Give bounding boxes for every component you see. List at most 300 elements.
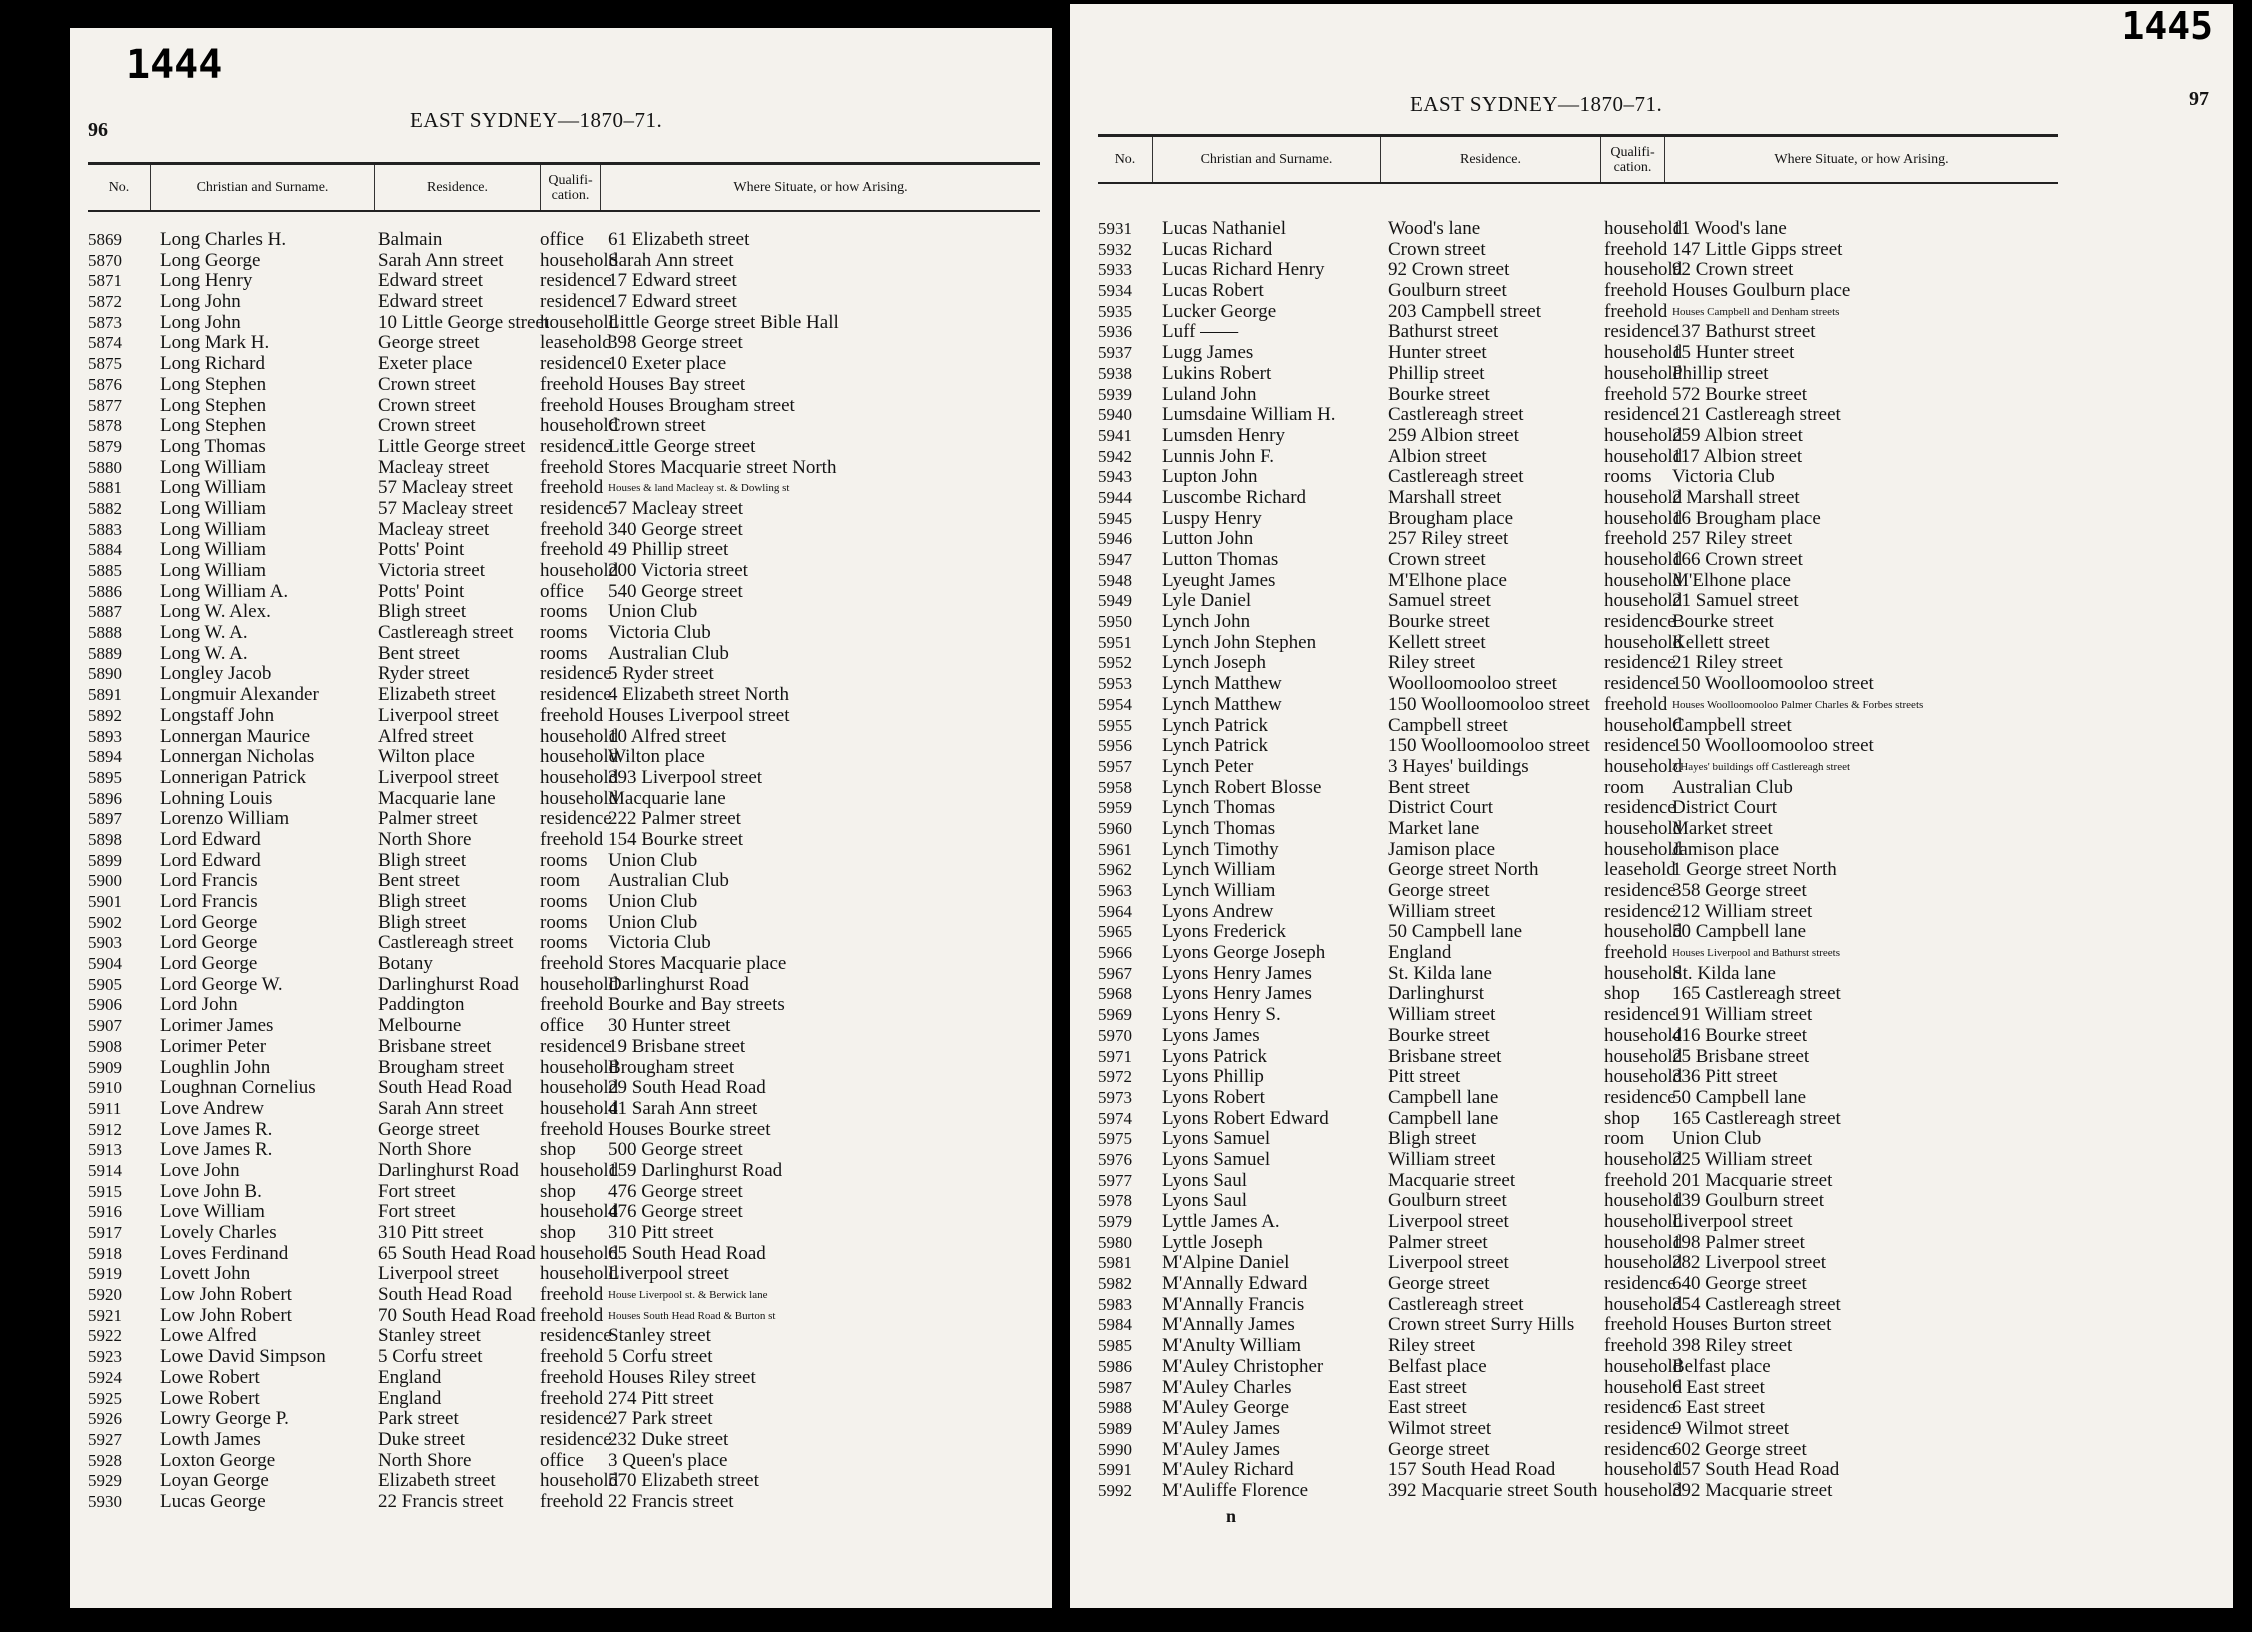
- qualification-cell: household: [1604, 1066, 1683, 1088]
- residence-cell: 392 Macquarie street South: [1388, 1479, 1598, 1501]
- where-situate-cell: 10 Alfred street: [608, 725, 727, 747]
- where-situate-cell: Kellett street: [1672, 631, 1770, 653]
- elector-name: Lyons Patrick: [1162, 1045, 1268, 1067]
- table-row: [1098, 322, 2058, 343]
- qualification-cell: residence: [1604, 321, 1676, 343]
- residence-cell: Alfred street: [378, 725, 474, 747]
- where-situate-cell: 21 Riley street: [1672, 652, 1783, 674]
- residence-cell: Edward street: [378, 270, 483, 292]
- elector-name: Lucas Nathaniel: [1162, 218, 1286, 239]
- residence-cell: Belfast place: [1388, 1355, 1487, 1377]
- table-row: [88, 1223, 1040, 1244]
- residence-cell: 310 Pitt street: [378, 1222, 484, 1243]
- elector-name: M'Annally Edward: [1162, 1273, 1308, 1295]
- table-row: [1098, 1088, 2058, 1109]
- elector-name: M'Auley Charles: [1162, 1376, 1292, 1398]
- table-row: [1098, 219, 2058, 240]
- where-situate-cell: Campbell street: [1672, 714, 1792, 736]
- elector-name: Lynch Patrick: [1162, 735, 1269, 757]
- table-row: [1098, 1440, 2058, 1461]
- where-situate-cell: 27 Park street: [608, 1408, 713, 1430]
- qualification-cell: freehold: [540, 518, 604, 540]
- residence-cell: Bligh street: [378, 601, 467, 623]
- qualification-cell: office: [540, 1015, 584, 1037]
- where-situate-cell: Stanley street: [608, 1325, 711, 1347]
- entry-number: 5882: [88, 498, 122, 518]
- table-row: [1098, 488, 2058, 509]
- entry-number: 5949: [1098, 591, 1132, 611]
- table-row: [1098, 860, 2058, 881]
- table-row: [1098, 1047, 2058, 1068]
- header-residence: Residence.: [374, 165, 540, 210]
- elector-name: Love John: [160, 1159, 240, 1181]
- residence-cell: Castlereagh street: [1388, 466, 1524, 488]
- qualification-cell: freehold: [540, 1284, 604, 1306]
- table-row: [88, 1037, 1040, 1058]
- elector-name: Lowe David Simpson: [160, 1346, 326, 1368]
- elector-name: Lynch John Stephen: [1162, 631, 1317, 653]
- elector-name: Longmuir Alexander: [160, 684, 319, 706]
- qualification-cell: office: [540, 1449, 584, 1471]
- qualification-cell: freehold: [540, 456, 604, 478]
- qualification-cell: rooms: [540, 642, 588, 664]
- qualification-cell: freehold: [540, 1118, 604, 1140]
- elector-name: Long William: [160, 497, 267, 519]
- entry-number: 5954: [1098, 694, 1132, 714]
- residence-cell: George street North: [1388, 859, 1539, 881]
- table-row: [88, 892, 1040, 913]
- table-row: [88, 933, 1040, 954]
- right-page: [1070, 4, 2233, 1608]
- entry-number: 5894: [88, 747, 122, 767]
- qualification-cell: freehold: [540, 1366, 604, 1388]
- register-rows: [1098, 219, 2058, 1502]
- residence-cell: North Shore: [378, 1139, 472, 1161]
- elector-name: Lyons Henry S.: [1162, 1004, 1281, 1026]
- qualification-cell: residence: [540, 808, 612, 830]
- entry-number: 5971: [1098, 1046, 1132, 1066]
- qualification-cell: household: [1604, 362, 1683, 384]
- table-row: [88, 1099, 1040, 1120]
- where-situate-cell: Brougham street: [608, 1056, 735, 1078]
- table-row: [88, 1285, 1040, 1306]
- residence-cell: Market lane: [1388, 817, 1480, 839]
- entry-number: 5955: [1098, 715, 1132, 735]
- elector-name: Lynch William: [1162, 880, 1276, 901]
- qualification-cell: freehold: [1604, 693, 1668, 715]
- qualification-cell: rooms: [540, 911, 588, 933]
- elector-name: Long John: [160, 291, 241, 313]
- table-row: [1098, 571, 2058, 592]
- table-row: [88, 540, 1040, 561]
- table-row: [1098, 1067, 2058, 1088]
- table-row: [88, 1161, 1040, 1182]
- where-situate-cell: 340 George street: [608, 518, 743, 540]
- entry-number: 5977: [1098, 1170, 1132, 1190]
- where-situate-cell: 200 Victoria street: [608, 560, 748, 581]
- entry-number: 5950: [1098, 612, 1132, 632]
- elector-name: M'Alpine Daniel: [1162, 1252, 1290, 1274]
- where-situate-cell: Market street: [1672, 817, 1773, 839]
- qualification-cell: household: [540, 1201, 619, 1223]
- table-row: [88, 333, 1040, 354]
- entry-number: 5965: [1098, 922, 1132, 942]
- elector-name: Lorimer James: [160, 1015, 274, 1037]
- entry-number: 5874: [88, 333, 122, 353]
- entry-number: 5930: [88, 1491, 122, 1511]
- table-row: [88, 1347, 1040, 1368]
- entry-number: 5987: [1098, 1377, 1132, 1397]
- qualification-cell: residence: [540, 270, 612, 292]
- qualification-cell: household: [1604, 1355, 1683, 1377]
- where-situate-cell: 476 George street: [608, 1180, 743, 1202]
- elector-name: Long William: [160, 477, 267, 499]
- elector-name: Lyons Samuel: [1162, 1128, 1271, 1150]
- entry-number: 5935: [1098, 301, 1132, 321]
- qualification-cell: household: [1604, 1479, 1683, 1501]
- residence-cell: 203 Campbell street: [1388, 300, 1542, 322]
- entry-number: 5984: [1098, 1315, 1132, 1335]
- residence-cell: Castlereagh street: [378, 622, 514, 644]
- elector-name: Lukins Robert: [1162, 362, 1272, 384]
- entry-number: 5944: [1098, 487, 1132, 507]
- entry-number: 5989: [1098, 1418, 1132, 1438]
- residence-cell: South Head Road: [378, 1077, 513, 1099]
- where-situate-cell: Union Club: [608, 849, 698, 871]
- residence-cell: England: [378, 1366, 442, 1388]
- where-situate-cell: 29 South Head Road: [608, 1077, 766, 1099]
- elector-name: Lorenzo William: [160, 808, 290, 830]
- elector-name: Lunnis John F.: [1162, 445, 1274, 467]
- qualification-cell: residence: [1604, 735, 1676, 757]
- qualification-cell: room: [1604, 776, 1645, 798]
- residence-cell: 65 South Head Road: [378, 1242, 536, 1264]
- where-situate-cell: Houses Bourke street: [608, 1118, 771, 1140]
- table-row: [88, 1140, 1040, 1161]
- entry-number: 5915: [88, 1181, 122, 1201]
- qualification-cell: freehold: [540, 394, 604, 416]
- qualification-cell: household: [1604, 342, 1683, 364]
- qualification-cell: freehold: [540, 1387, 604, 1409]
- table-row: [88, 747, 1040, 768]
- table-row: [88, 458, 1040, 479]
- residence-cell: Crown street: [378, 394, 476, 416]
- qualification-cell: household: [540, 973, 619, 995]
- residence-cell: Phillip street: [1388, 362, 1485, 384]
- elector-name: Love John B.: [160, 1180, 262, 1202]
- residence-cell: Bent street: [1388, 776, 1470, 798]
- entry-number: 5869: [88, 230, 122, 249]
- elector-name: Longley Jacob: [160, 663, 272, 685]
- qualification-cell: household: [540, 415, 619, 437]
- qualification-cell: leasehold: [540, 332, 612, 354]
- elector-name: Lowry George P.: [160, 1408, 289, 1430]
- residence-cell: South Head Road: [378, 1284, 513, 1306]
- residence-cell: Fort street: [378, 1180, 456, 1202]
- where-situate-cell: District Court: [1672, 797, 1778, 819]
- entry-number: 5913: [88, 1140, 122, 1160]
- elector-name: Long Stephen: [160, 415, 267, 437]
- where-situate-cell: 310 Pitt street: [608, 1222, 714, 1243]
- elector-name: M'Auley James: [1162, 1438, 1280, 1460]
- elector-name: Lupton John: [1162, 466, 1258, 488]
- column-header: [1098, 134, 2058, 184]
- where-situate-cell: 157 South Head Road: [1672, 1459, 1840, 1481]
- where-situate-cell: 165 Castlereagh street: [1672, 1107, 1841, 1129]
- qualification-cell: office: [540, 229, 584, 250]
- table-row: [1098, 922, 2058, 943]
- residence-cell: Crown street Surry Hills: [1388, 1314, 1575, 1336]
- elector-name: Long W. A.: [160, 642, 248, 664]
- entry-number: 5983: [1098, 1294, 1132, 1314]
- qualification-cell: household: [540, 725, 619, 747]
- entry-number: 5959: [1098, 798, 1132, 818]
- table-row: [88, 913, 1040, 934]
- elector-name: Lynch Thomas: [1162, 797, 1276, 819]
- qualification-cell: freehold: [540, 1490, 604, 1512]
- entry-number: 5976: [1098, 1149, 1132, 1169]
- qualification-cell: room: [540, 870, 581, 892]
- where-situate-cell: Houses Brougham street: [608, 394, 795, 416]
- entry-number: 5909: [88, 1057, 122, 1077]
- residence-cell: Bligh street: [378, 849, 467, 871]
- where-situate-cell: 17 Edward street: [608, 291, 737, 313]
- qualification-cell: household: [1604, 549, 1683, 570]
- where-situate-cell: 165 Castlereagh street: [1672, 983, 1841, 1005]
- qualification-cell: household: [1604, 1148, 1683, 1170]
- residence-cell: 259 Albion street: [1388, 424, 1519, 446]
- where-situate-cell: 150 Woolloomooloo street: [1672, 735, 1874, 757]
- entry-number: 5940: [1098, 405, 1132, 425]
- qualification-cell: household: [1604, 1024, 1683, 1046]
- elector-name: Luspy Henry: [1162, 507, 1262, 529]
- table-row: [1098, 550, 2058, 571]
- table-row: [1098, 1315, 2058, 1336]
- elector-name: Long William: [160, 539, 267, 561]
- elector-name: Low John Robert: [160, 1304, 292, 1326]
- table-row: [1098, 1398, 2058, 1419]
- qualification-cell: freehold: [1604, 942, 1668, 964]
- table-row: [88, 396, 1040, 417]
- elector-name: Longstaff John: [160, 704, 275, 726]
- elector-name: Loves Ferdinand: [160, 1242, 289, 1264]
- entry-number: 5970: [1098, 1025, 1132, 1045]
- table-row: [88, 1326, 1040, 1347]
- entry-number: 5891: [88, 685, 122, 705]
- table-row: [88, 664, 1040, 685]
- residence-cell: Fort street: [378, 1201, 456, 1223]
- where-situate-cell: 274 Pitt street: [608, 1387, 714, 1409]
- entry-number: 5901: [88, 892, 122, 911]
- where-situate-cell: Liverpool street: [608, 1263, 729, 1285]
- table-row: [1098, 984, 2058, 1005]
- table-row: [88, 1471, 1040, 1492]
- where-situate-cell: Phillip street: [1672, 362, 1769, 384]
- elector-name: Lyons Henry James: [1162, 983, 1312, 1005]
- entry-number: 5914: [88, 1160, 122, 1180]
- qualification-cell: freehold: [540, 539, 604, 561]
- qualification-cell: household: [1604, 838, 1683, 860]
- entry-number: 5896: [88, 788, 122, 808]
- where-situate-cell: St. Kilda lane: [1672, 962, 1776, 984]
- entry-number: 5900: [88, 871, 122, 891]
- table-row: [88, 416, 1040, 437]
- residence-cell: St. Kilda lane: [1388, 962, 1492, 984]
- where-situate-cell: 570 Elizabeth street: [608, 1470, 759, 1492]
- where-situate-cell: 117 Albion street: [1672, 445, 1803, 467]
- where-situate-cell: 336 Pitt street: [1672, 1066, 1778, 1088]
- residence-cell: Bligh street: [378, 911, 467, 933]
- entry-number: 5937: [1098, 343, 1132, 363]
- table-row: [1098, 612, 2058, 633]
- qualification-cell: shop: [540, 1180, 576, 1202]
- residence-cell: George street: [1388, 1438, 1490, 1460]
- where-situate-cell: 393 Liverpool street: [608, 766, 763, 788]
- table-row: [1098, 964, 2058, 985]
- elector-name: Lord Edward: [160, 849, 261, 871]
- entry-number: 5899: [88, 850, 122, 870]
- qualification-cell: household: [540, 746, 619, 768]
- residence-cell: Wood's lane: [1388, 218, 1481, 239]
- where-situate-cell: Houses & land Macleay st. & Dowling st: [608, 482, 790, 495]
- elector-name: Lord Francis: [160, 870, 258, 892]
- qualification-cell: household: [1604, 1231, 1683, 1253]
- elector-name: Lyons George Joseph: [1162, 942, 1326, 964]
- table-row: [1098, 757, 2058, 778]
- running-head: EAST SYDNEY—1870–71.: [410, 108, 663, 132]
- qualification-cell: freehold: [1604, 300, 1668, 322]
- elector-name: Lynch Joseph: [1162, 652, 1266, 674]
- residence-cell: 3 Hayes' buildings: [1388, 755, 1529, 777]
- residence-cell: Brisbane street: [378, 1035, 492, 1057]
- residence-cell: 150 Woolloomooloo street: [1388, 693, 1590, 715]
- residence-cell: Samuel street: [1388, 590, 1491, 612]
- qualification-cell: freehold: [1604, 1314, 1668, 1336]
- elector-name: Lyttle James A.: [1162, 1211, 1280, 1232]
- qualification-cell: freehold: [540, 1304, 604, 1326]
- where-situate-cell: Houses Goulburn place: [1672, 280, 1851, 302]
- where-situate-cell: 191 William street: [1672, 1004, 1813, 1026]
- residence-cell: Elizabeth street: [378, 1470, 496, 1492]
- entry-number: 5873: [88, 312, 122, 332]
- entry-number: 5992: [1098, 1480, 1132, 1500]
- entry-number: 5978: [1098, 1191, 1132, 1211]
- qualification-cell: household: [540, 1097, 619, 1119]
- qualification-cell: residence: [540, 1035, 612, 1057]
- table-row: [1098, 778, 2058, 799]
- qualification-cell: household: [1604, 259, 1683, 281]
- elector-name: Lyons Robert Edward: [1162, 1107, 1329, 1129]
- residence-cell: Goulburn street: [1388, 1190, 1507, 1212]
- table-row: [88, 1368, 1040, 1389]
- column-header: [88, 162, 1040, 212]
- table-row: [88, 1078, 1040, 1099]
- header-qualification: Qualifi-cation.: [540, 165, 600, 210]
- elector-name: Lucas George: [160, 1490, 266, 1512]
- residence-cell: 57 Macleay street: [378, 497, 514, 519]
- table-row: [1098, 509, 2058, 530]
- residence-cell: Stanley street: [378, 1325, 481, 1347]
- residence-cell: Little George street: [378, 435, 526, 457]
- where-situate-cell: 398 George street: [608, 332, 743, 354]
- table-row: [88, 1058, 1040, 1079]
- residence-cell: Bligh street: [378, 891, 467, 912]
- entry-number: 5902: [88, 912, 122, 932]
- residence-cell: Campbell street: [1388, 714, 1508, 736]
- elector-name: Lohning Louis: [160, 787, 273, 809]
- qualification-cell: household: [540, 1159, 619, 1181]
- entry-number: 5951: [1098, 632, 1132, 652]
- residence-cell: Liverpool street: [378, 1263, 499, 1285]
- entry-number: 5948: [1098, 570, 1132, 590]
- where-situate-cell: 201 Macquarie street: [1672, 1169, 1833, 1191]
- residence-cell: Liverpool street: [378, 704, 499, 726]
- table-row: [1098, 1233, 2058, 1254]
- qualification-cell: rooms: [540, 601, 588, 623]
- table-row: [88, 768, 1040, 789]
- where-situate-cell: Houses Campbell and Denham streets: [1672, 305, 1840, 318]
- elector-name: Long Stephen: [160, 394, 267, 416]
- elector-name: Long W. Alex.: [160, 601, 271, 623]
- qualification-cell: household: [1604, 1459, 1683, 1481]
- qualification-cell: leasehold: [1604, 859, 1676, 881]
- elector-name: Lord George: [160, 953, 258, 975]
- elector-name: Lyons Phillip: [1162, 1066, 1264, 1088]
- entry-number: 5919: [88, 1264, 122, 1284]
- where-situate-cell: 50 Campbell lane: [1672, 1086, 1807, 1108]
- entry-number: 5939: [1098, 384, 1132, 404]
- qualification-cell: household: [1604, 1190, 1683, 1212]
- residence-cell: William street: [1388, 1004, 1496, 1026]
- entry-number: 5911: [88, 1098, 122, 1118]
- entry-number: 5957: [1098, 756, 1132, 776]
- table-row: [1098, 674, 2058, 695]
- entry-number: 5877: [88, 395, 122, 415]
- header-no: No.: [1114, 152, 1136, 167]
- elector-name: Low John Robert: [160, 1284, 292, 1306]
- elector-name: Long Richard: [160, 353, 266, 375]
- elector-name: Long William: [160, 518, 267, 540]
- entry-number: 5883: [88, 519, 122, 539]
- table-row: [1098, 1026, 2058, 1047]
- residence-cell: Bathurst street: [1388, 321, 1499, 343]
- qualification-cell: household: [540, 787, 619, 809]
- qualification-cell: residence: [1604, 797, 1676, 819]
- qualification-cell: household: [540, 1242, 619, 1264]
- residence-cell: North Shore: [378, 1449, 472, 1471]
- qualification-cell: freehold: [540, 373, 604, 395]
- residence-cell: Sarah Ann street: [378, 1097, 504, 1119]
- qualification-cell: residence: [540, 1325, 612, 1347]
- entry-number: 5967: [1098, 963, 1132, 983]
- qualification-cell: freehold: [1604, 238, 1668, 260]
- elector-name: Lumsden Henry: [1162, 424, 1285, 446]
- residence-cell: Macquarie lane: [378, 787, 496, 809]
- entry-number: 5973: [1098, 1087, 1132, 1107]
- entry-number: 5888: [88, 623, 122, 643]
- where-situate-cell: 159 Darlinghurst Road: [608, 1159, 783, 1181]
- header-name: Christian and Surname.: [150, 165, 374, 210]
- table-row: [88, 230, 1040, 251]
- entry-number: 5946: [1098, 529, 1132, 549]
- where-situate-cell: Houses Bay street: [608, 373, 746, 395]
- table-row: [88, 830, 1040, 851]
- entry-number: 5964: [1098, 901, 1132, 921]
- residence-cell: Duke street: [378, 1428, 466, 1450]
- where-situate-cell: 92 Crown street: [1672, 259, 1794, 281]
- where-situate-cell: 15 Hunter street: [1672, 342, 1795, 364]
- table-row: [1098, 281, 2058, 302]
